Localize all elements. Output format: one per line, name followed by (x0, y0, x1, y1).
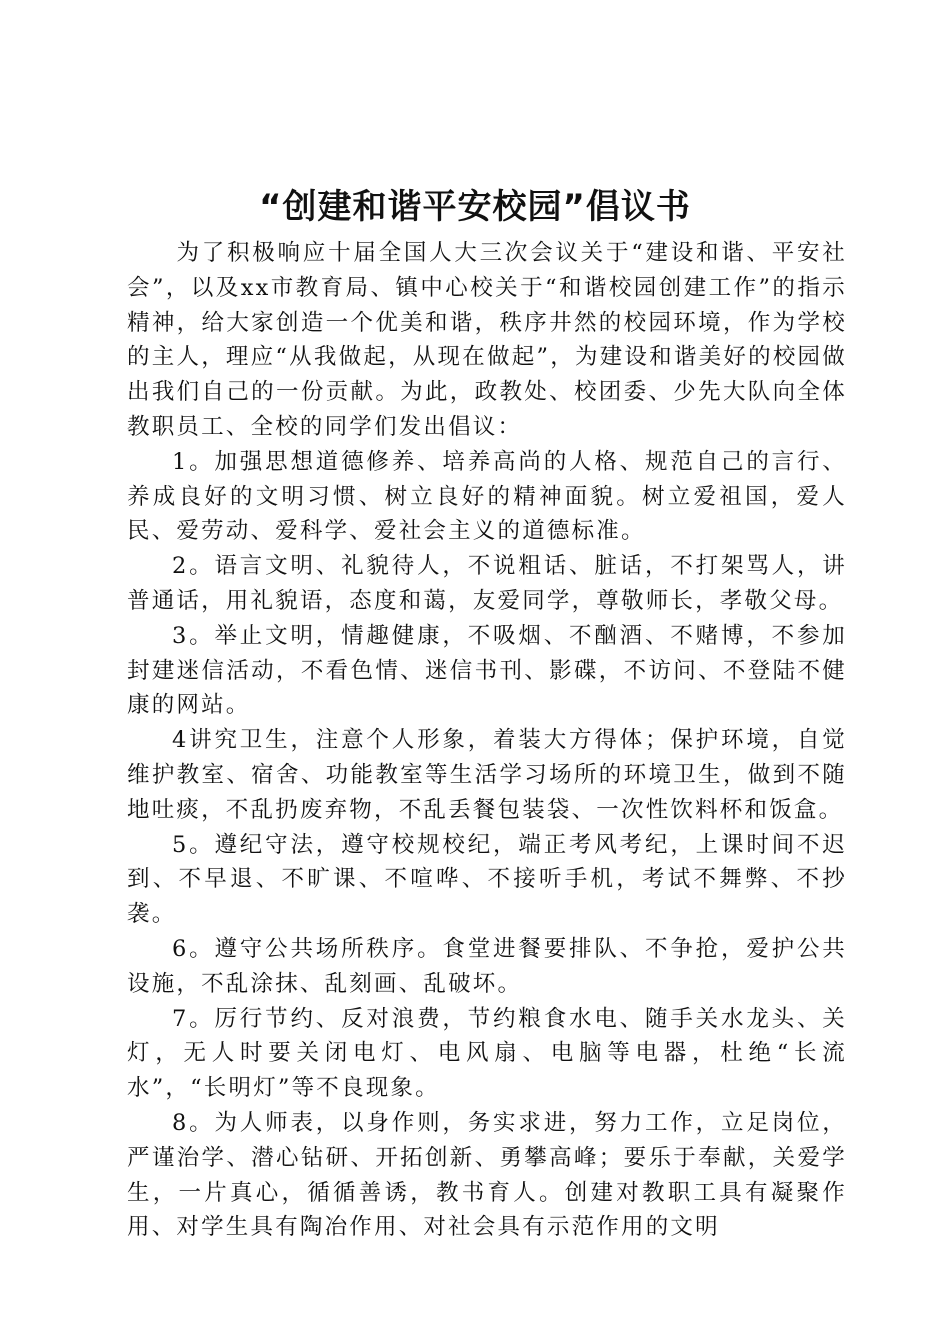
document-body (127, 236, 847, 1245)
proposal-item-4: 4讲究卫生，注意个人形象，着装大方得体；保护环境，自觉维护教室、宿舍、功能教室等生活学习场所的环境卫生，做到不随地吐痰，不乱扔废弃物，不乱丢餐包装袋、一次性饮料杯和饭盒。 (127, 727, 847, 823)
proposal-item-3: 3。举止文明，情趣健康，不吸烟、不酗酒、不赌博，不参加封建迷信活动，不看色情、迷信书刊、影碟，不访问、不登陆不健康的网站。 (127, 622, 847, 719)
proposal-item-6: 6。遵守公共场所秩序。食堂进餐要排队、不争抢，爱护公共设施，不乱涂抹、乱刻画、乱破坏。 (127, 935, 847, 997)
document-title: “创建和谐平安校园”倡议书 (259, 187, 691, 227)
proposal-item-7: 7。厉行节约、反对浪费，节约粮食水电、随手关水龙头、关灯，无人时要关闭电灯、电风扇、电脑等电器，杜绝“长流水”，“长明灯”等不良现象。 (127, 1005, 847, 1102)
proposal-item-2: 2。语言文明、礼貌待人，不说粗话、脏话，不打架骂人，讲普通话，用礼貌语，态度和蔼，友爱同学，尊敬师长，孝敬父母。 (127, 553, 847, 614)
intro-paragraph: 为了积极响应十届全国人大三次会议关于“建设和谐、平安社会”，以及xx市教育局、镇中心校关于“和谐校园创建工作”的指示精神，给大家创造一个优美和谐，秩序井然的校园环境，作为学校的主人，理应“从我做起，从现在做起”，为建设和谐美好的校园做出我们自己的一份贡献。为此，政教处、校团委、少先大队向全体教职员工、全校的同学们发出倡议： (127, 240, 847, 440)
proposal-item-5: 5。遵纪守法，遵守校规校纪，端正考风考纪，上课时间不迟到、不早退、不旷课、不喧哗、不接听手机，考试不舞弊、不抄袭。 (127, 831, 847, 928)
proposal-item-1: 1。加强思想道德修养、培养高尚的人格、规范自己的言行、养成良好的文明习惯、树立良好的精神面貌。树立爱祖国，爱人民、爱劳动、爱科学、爱社会主义的道德标准。 (127, 448, 847, 545)
proposal-item-8: 8。为人师表，以身作则，务实求进，努力工作，立足岗位，严谨治学、潜心钻研、开拓创新、勇攀高峰；要乐于奉献，关爱学生，一片真心，循循善诱，教书育人。创建对教职工具有凝聚作用、对学生具有陶冶作用、对社会具有示范作用的文明 (127, 1109, 847, 1241)
